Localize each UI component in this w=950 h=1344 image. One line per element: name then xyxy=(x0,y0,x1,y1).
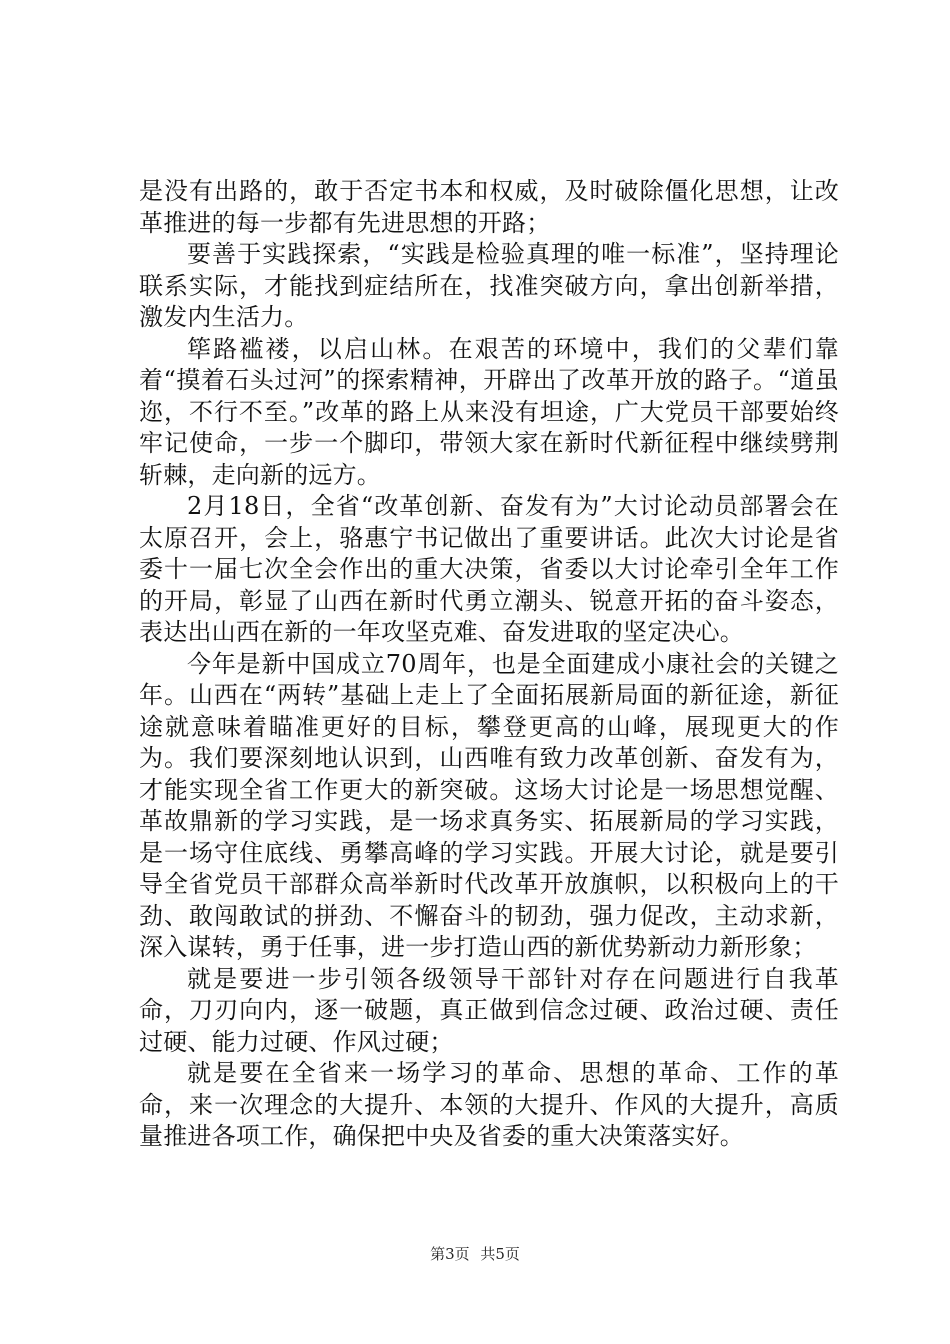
paragraph-6: 就是要进一步引领各级领导干部针对存在问题进行自我革命，刀刃向内，逐一破题，真正做到信念过硬、政治过硬、责任过硬、能力过硬、作风过硬； xyxy=(139,964,839,1056)
paragraph-4: 2月18日，全省“改革创新、奋发有为”大讨论动员部署会在太原召开，会上，骆惠宁书记做出了重要讲话。此次大讨论是省委十一届七次全会作出的重大决策，省委以大讨论牵引全年工作的开局，彰显了山西在新时代勇立潮头、锐意开拓的奋斗姿态，表达出山西在新的一年攻坚克难、奋发进取的坚定决心。 xyxy=(139,492,839,646)
paragraph-2: 要善于实践探索，“实践是检验真理的唯一标准”，坚持理论联系实际，才能找到症结所在，找准突破方向，拿出创新举措，激发内生活力。 xyxy=(139,240,839,331)
paragraph-5: 今年是新中国成立70周年，也是全面建成小康社会的关键之年。山西在“两转”基础上走上了全面拓展新局面的新征途，新征途就意味着瞄准更好的目标，攀登更高的山峰，展现更大的作为。我们要深刻地认识到，山西唯有致力改革创新、奋发有为，才能实现全省工作更大的新突破。这场大讨论是一场思想觉醒、革故鼎新的学习实践，是一场求真务实、拓展新局的学习实践，是一场守住底线、勇攀高峰的学习实践。开展大讨论，就是要引导全省党员干部群众高举新时代改革开放旗帜，以积极向上的干劲、敢闯敢试的拼劲、不懈奋斗的韧劲，强力促改，主动求新，深入谋转，勇于任事，进一步打造山西的新优势新动力新形象； xyxy=(139,649,839,961)
paragraph-3: 筚路褴褛，以启山林。在艰苦的环境中，我们的父辈们靠着“摸着石头过河”的探索精神，开辟出了改革开放的路子。“道虽迩，不行不至。”改革的路上从来没有坦途，广大党员干部要始终牢记使命，一步一个脚印，带领大家在新时代新征程中继续劈荆斩棘，走向新的远方。 xyxy=(139,334,839,489)
page-number: 第3页 xyxy=(430,1245,470,1263)
page-footer xyxy=(0,1243,950,1264)
paragraph-7: 就是要在全省来一场学习的革命、思想的革命、工作的革命，来一次理念的大提升、本领的大提升、作风的大提升，高质量推进各项工作，确保把中央及省委的重大决策落实好。 xyxy=(139,1059,839,1150)
document-body xyxy=(139,176,839,1153)
page-total: 共5页 xyxy=(480,1245,520,1263)
paragraph-1: 是没有出路的，敢于否定书本和权威，及时破除僵化思想，让改革推进的每一步都有先进思想的开路； xyxy=(139,177,839,237)
